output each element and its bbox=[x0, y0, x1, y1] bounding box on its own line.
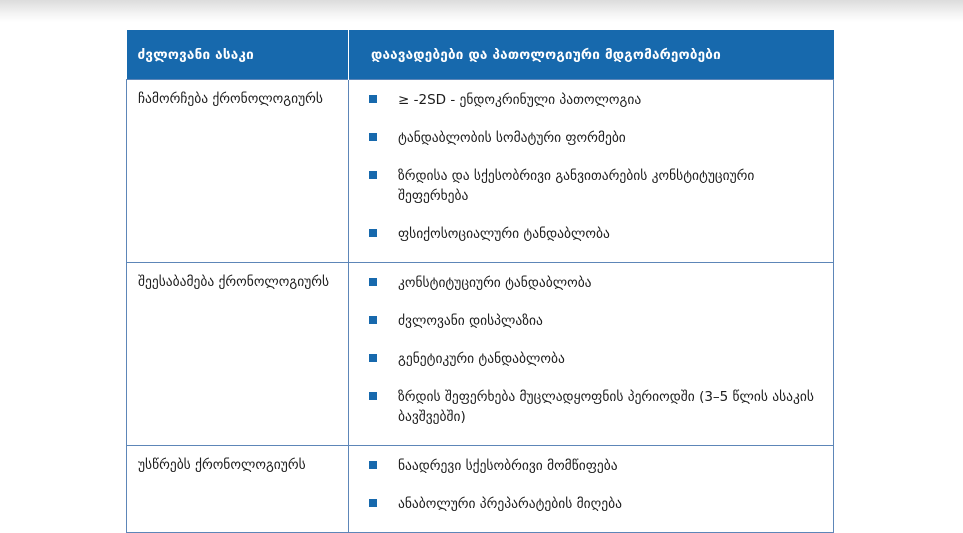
square-bullet-icon bbox=[369, 95, 377, 103]
square-bullet-icon bbox=[369, 461, 377, 469]
square-bullet-icon bbox=[369, 133, 377, 141]
square-bullet-icon bbox=[369, 171, 377, 179]
list-item bbox=[369, 90, 821, 110]
condition-text: გენეტიკური ტანდაბლობა bbox=[398, 351, 565, 367]
condition-text: ზრდისა და სქესობრივი განვითარების კონსტიტუციური შეფერხება bbox=[398, 168, 755, 204]
condition-text: კონსტიტუციური ტანდაბლობა bbox=[398, 275, 592, 291]
condition-text: ნაადრევი სქესობრივი მომწიფება bbox=[398, 458, 618, 474]
condition-text: ტანდაბლობის სომატური ფორმები bbox=[398, 130, 626, 146]
conditions-cell bbox=[349, 80, 834, 263]
square-bullet-icon bbox=[369, 392, 377, 400]
header-bone-age: ძვლოვანი ასაკი bbox=[127, 30, 349, 80]
square-bullet-icon bbox=[369, 278, 377, 286]
square-bullet-icon bbox=[369, 316, 377, 324]
conditions-list bbox=[349, 80, 833, 244]
list-item bbox=[369, 128, 821, 148]
square-bullet-icon bbox=[369, 229, 377, 237]
age-cell-advanced: უსწრებს ქრონოლოგიურს bbox=[127, 446, 349, 533]
condition-text: ანაბოლური პრეპარატების მიღება bbox=[398, 496, 622, 512]
list-item bbox=[369, 311, 821, 331]
square-bullet-icon bbox=[369, 354, 377, 362]
age-cell-delayed: ჩამორჩება ქრონოლოგიურს bbox=[127, 80, 349, 263]
age-cell-matching: შეესაბამება ქრონოლოგიურს bbox=[127, 263, 349, 446]
header-conditions: დაავადებები და პათოლოგიური მდგომარეობები bbox=[349, 30, 834, 80]
table-row bbox=[127, 446, 834, 533]
square-bullet-icon bbox=[369, 499, 377, 507]
list-item bbox=[369, 456, 821, 476]
table-row bbox=[127, 80, 834, 263]
list-item bbox=[369, 273, 821, 293]
conditions-list bbox=[349, 263, 833, 427]
table-row bbox=[127, 263, 834, 446]
list-item bbox=[369, 224, 821, 244]
page-top-shadow bbox=[0, 0, 963, 22]
table-header-row bbox=[127, 30, 834, 80]
condition-text: ფსიქოსოციალური ტანდაბლობა bbox=[398, 226, 610, 242]
bone-age-table bbox=[126, 30, 834, 533]
conditions-cell bbox=[349, 446, 834, 533]
conditions-list bbox=[349, 446, 833, 514]
conditions-cell bbox=[349, 263, 834, 446]
list-item bbox=[369, 166, 821, 206]
list-item bbox=[369, 349, 821, 369]
list-item bbox=[369, 387, 821, 427]
condition-text: ძვლოვანი დისპლაზია bbox=[398, 313, 543, 329]
condition-text: ზრდის შეფერხება მუცლადყოფნის პერიოდში (3–5 წლის ასაკის ბავშვებში) bbox=[398, 389, 814, 425]
list-item bbox=[369, 494, 821, 514]
condition-text: ≥ -2SD - ენდოკრინული პათოლოგია bbox=[398, 92, 642, 108]
